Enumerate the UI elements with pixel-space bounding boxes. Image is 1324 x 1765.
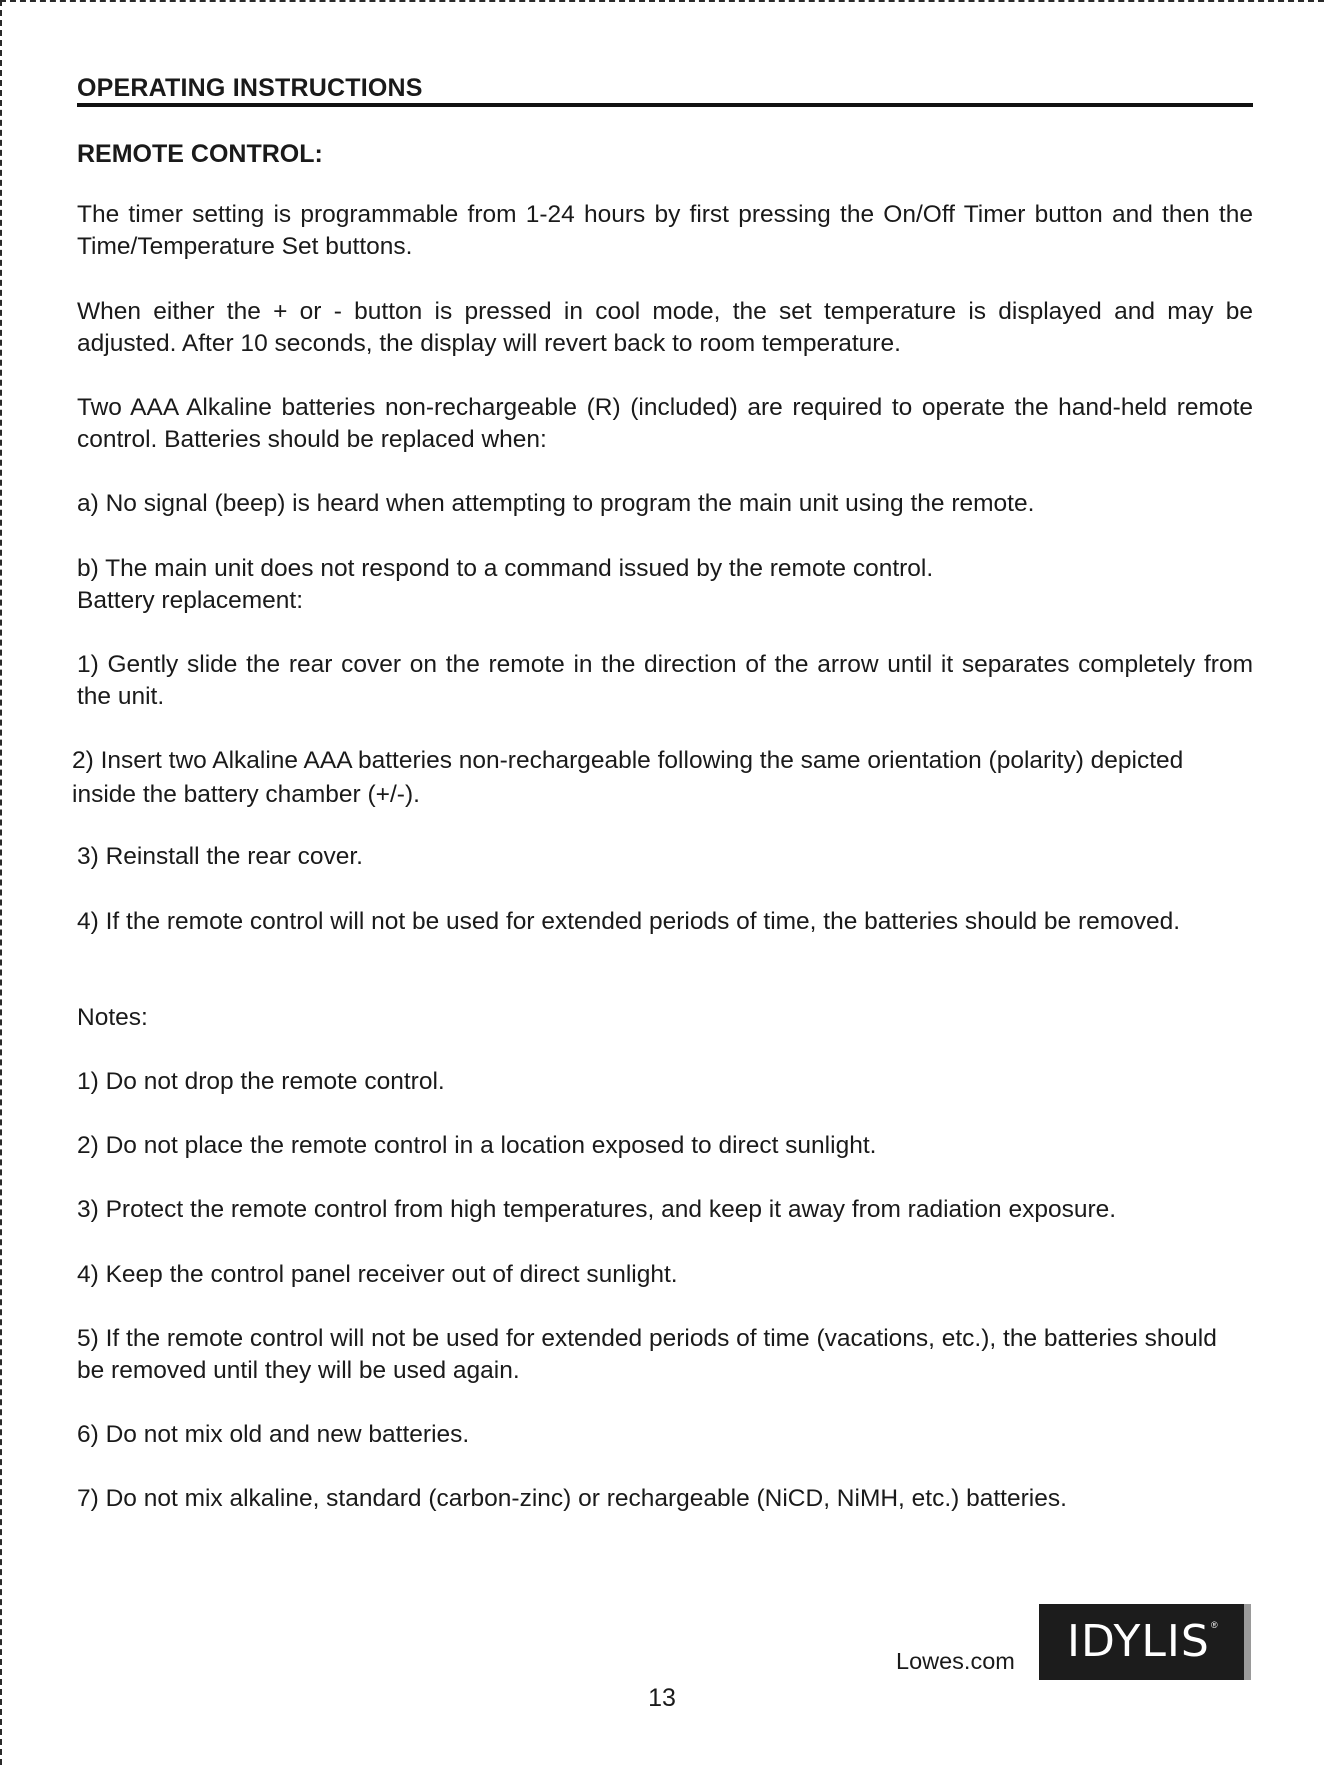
adjust-paragraph: When either the + or - button is pressed in cool mode, the set temperature is displayed and may be adjusted. After 10 seconds, the display will revert back to room temperature. xyxy=(77,298,1253,357)
replacement-step-3: 3) Reinstall the rear cover. xyxy=(77,843,363,870)
replacement-step-4: 4) If the remote control will not be used for extended periods of time, the batteries should be removed. xyxy=(77,908,1181,935)
note-2: 2) Do not place the remote control in a location exposed to direct sunlight. xyxy=(77,1132,877,1159)
batteries-paragraph: Two AAA Alkaline batteries non-rechargeable (R) (included) are required to operate the hand-held remote control. Batteries should be replaced when: xyxy=(77,394,1253,453)
title-divider xyxy=(77,103,1253,107)
cut-line-top xyxy=(0,0,1324,2)
brand-logo xyxy=(1039,1604,1251,1680)
note-5: 5) If the remote control will not be used for extended periods of time (vacations, etc.), the batteries should be removed until they will be used again. xyxy=(77,1325,1217,1384)
note-4: 4) Keep the control panel receiver out of direct sunlight. xyxy=(77,1261,678,1288)
timer-paragraph: The timer setting is programmable from 1-24 hours by first pressing the On/Off Timer button and then the Time/Temperature Set buttons. xyxy=(77,201,1253,260)
registered-mark: ® xyxy=(1211,1620,1218,1630)
replacement-heading: Battery replacement: xyxy=(77,587,304,614)
brand-logo-text: IDYLIS xyxy=(1067,1616,1210,1667)
note-1: 1) Do not drop the remote control. xyxy=(77,1068,445,1095)
page-number: 13 xyxy=(648,1684,676,1712)
replacement-step-1: 1) Gently slide the rear cover on the remote in the direction of the arrow until it separates completely from the unit. xyxy=(77,651,1253,710)
condition-b: b) The main unit does not respond to a command issued by the remote control. xyxy=(77,555,934,582)
note-3: 3) Protect the remote control from high temperatures, and keep it away from radiation exposure. xyxy=(77,1196,1117,1223)
replacement-step-2: 2) Insert two Alkaline AAA batteries non-rechargeable following the same orientation (polarity) depicted inside the battery chamber (+/-). xyxy=(72,747,1184,808)
subsection-title: REMOTE CONTROL: xyxy=(77,140,323,168)
note-6: 6) Do not mix old and new batteries. xyxy=(77,1421,470,1448)
website-text: Lowes.com xyxy=(896,1648,1015,1674)
condition-a: a) No signal (beep) is heard when attempting to program the main unit using the remote. xyxy=(77,490,1035,517)
cut-line-left xyxy=(0,0,2,1765)
section-title: OPERATING INSTRUCTIONS xyxy=(77,74,423,102)
note-7: 7) Do not mix alkaline, standard (carbon-zinc) or rechargeable (NiCD, NiMH, etc.) batteries. xyxy=(77,1485,1067,1512)
notes-heading: Notes: xyxy=(77,1004,148,1031)
